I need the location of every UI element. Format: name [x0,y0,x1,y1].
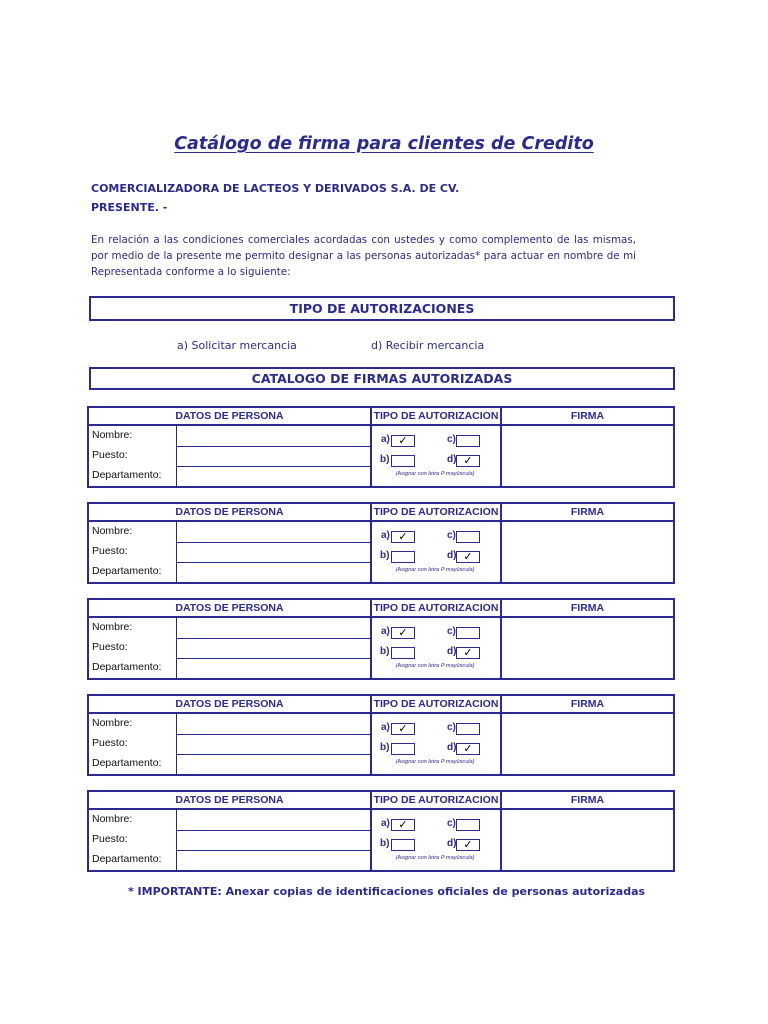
puesto-label: Puesto: [92,449,128,461]
col-tipo-header: TIPO DE AUTORIZACION [370,792,500,808]
divider [176,638,370,639]
checkbox-c[interactable] [456,435,480,447]
col-datos-header: DATOS DE PERSONA [175,698,284,710]
divider [176,446,370,447]
checkbox-a[interactable]: ✓ [391,531,415,543]
checkbox-d[interactable]: ✓ [456,647,480,659]
departamento-label: Departamento: [92,469,162,481]
divider [176,734,370,735]
divider [176,542,370,543]
departamento-label: Departamento: [92,853,162,865]
checkbox-d[interactable]: ✓ [456,743,480,755]
checkbox-c[interactable] [456,627,480,639]
divider [176,714,177,774]
checkbox-b[interactable] [391,455,415,467]
assign-note: (Asignar con letra P mayúscula) [395,471,475,477]
checkbox-b[interactable] [391,647,415,659]
col-tipo-header: TIPO DE AUTORIZACION [370,600,500,616]
checkbox-a[interactable]: ✓ [391,723,415,735]
divider [500,714,502,774]
checkbox-d[interactable]: ✓ [456,551,480,563]
col-datos-header: DATOS DE PERSONA [175,410,284,422]
divider [176,618,177,678]
company-name: COMERCIALIZADORA DE LACTEOS Y DERIVADOS S.A. DE CV. [91,182,460,195]
puesto-label: Puesto: [92,545,128,557]
option-solicitar: a) Solicitar mercancia [177,339,297,352]
col-datos-header: DATOS DE PERSONA [175,794,284,806]
divider [176,830,370,831]
checkbox-d-label: d) [447,742,457,753]
checkbox-d[interactable]: ✓ [456,455,480,467]
checkbox-a-label: a) [381,818,390,829]
table-header-row [89,696,673,714]
table-header-row [89,408,673,426]
nombre-label: Nombre: [92,717,133,729]
checkbox-c-label: c) [447,434,456,445]
divider [500,618,502,678]
divider [176,658,370,659]
col-tipo-header: TIPO DE AUTORIZACION [370,696,500,712]
col-firma-header: FIRMA [500,600,673,616]
checkbox-c[interactable] [456,531,480,543]
divider [370,522,372,582]
divider [176,426,177,486]
checkbox-b-label: b) [380,646,390,657]
checkbox-a-label: a) [381,626,390,637]
divider [370,618,372,678]
assign-note: (Asignar con letra P mayúscula) [395,567,475,573]
authorization-table [87,598,675,680]
divider [176,466,370,467]
checkbox-b[interactable] [391,839,415,851]
divider [176,810,177,870]
divider [500,810,502,870]
nombre-label: Nombre: [92,813,133,825]
departamento-label: Departamento: [92,661,162,673]
table-header-row [89,792,673,810]
divider [370,714,372,774]
col-firma-header: FIRMA [500,408,673,424]
puesto-label: Puesto: [92,737,128,749]
assign-note: (Asignar con letra P mayúscula) [395,855,475,861]
col-datos-header: DATOS DE PERSONA [175,602,284,614]
divider [176,562,370,563]
divider [176,850,370,851]
checkbox-a[interactable]: ✓ [391,819,415,831]
divider [370,810,372,870]
checkbox-a[interactable]: ✓ [391,435,415,447]
checkbox-a[interactable]: ✓ [391,627,415,639]
authorization-table [87,502,675,584]
col-firma-header: FIRMA [500,504,673,520]
option-recibir: d) Recibir mercancia [371,339,485,352]
divider [500,426,502,486]
nombre-label: Nombre: [92,525,133,537]
important-note: * IMPORTANTE: Anexar copias de identificaciones oficiales de personas autorizadas [127,885,646,898]
col-tipo-header: TIPO DE AUTORIZACION [370,408,500,424]
nombre-label: Nombre: [92,621,133,633]
checkbox-b-label: b) [380,454,390,465]
checkbox-b[interactable] [391,551,415,563]
checkbox-c-label: c) [447,818,456,829]
checkbox-a-label: a) [381,434,390,445]
page-title: Catálogo de firma para clientes de Credito [174,134,594,154]
checkbox-d-label: d) [447,550,457,561]
puesto-label: Puesto: [92,833,128,845]
divider [500,522,502,582]
table-header-row [89,504,673,522]
checkbox-c-label: c) [447,530,456,541]
checkbox-a-label: a) [381,530,390,541]
divider [176,522,177,582]
col-datos-header: DATOS DE PERSONA [175,506,284,518]
checkbox-c[interactable] [456,723,480,735]
nombre-label: Nombre: [92,429,133,441]
checkbox-d-label: d) [447,454,457,465]
checkbox-c[interactable] [456,819,480,831]
checkbox-c-label: c) [447,722,456,733]
departamento-label: Departamento: [92,565,162,577]
checkbox-b-label: b) [380,550,390,561]
presente-line: PRESENTE. - [91,201,168,214]
authorization-table [87,790,675,872]
divider [370,426,372,486]
puesto-label: Puesto: [92,641,128,653]
assign-note: (Asignar con letra P mayúscula) [395,663,475,669]
checkbox-b-label: b) [380,742,390,753]
tipo-autorizaciones-header: TIPO DE AUTORIZACIONES [89,296,675,321]
checkbox-a-label: a) [381,722,390,733]
checkbox-c-label: c) [447,626,456,637]
departamento-label: Departamento: [92,757,162,769]
assign-note: (Asignar con letra P mayúscula) [395,759,475,765]
divider [176,754,370,755]
intro-paragraph: En relación a las condiciones comerciales acordadas con ustedes y como complemento de las mismas, por medio de la presente me permito designar a las personas autorizadas* para actuar en nombre de mi Representada conforme a lo siguiente: [91,234,636,278]
catalogo-firmas-header: CATALOGO DE FIRMAS AUTORIZADAS [89,367,675,390]
checkbox-d[interactable]: ✓ [456,839,480,851]
col-tipo-header: TIPO DE AUTORIZACION [370,504,500,520]
authorization-table [87,694,675,776]
checkbox-b[interactable] [391,743,415,755]
table-header-row [89,600,673,618]
checkbox-d-label: d) [447,838,457,849]
col-firma-header: FIRMA [500,696,673,712]
checkbox-b-label: b) [380,838,390,849]
col-firma-header: FIRMA [500,792,673,808]
checkbox-d-label: d) [447,646,457,657]
authorization-table [87,406,675,488]
